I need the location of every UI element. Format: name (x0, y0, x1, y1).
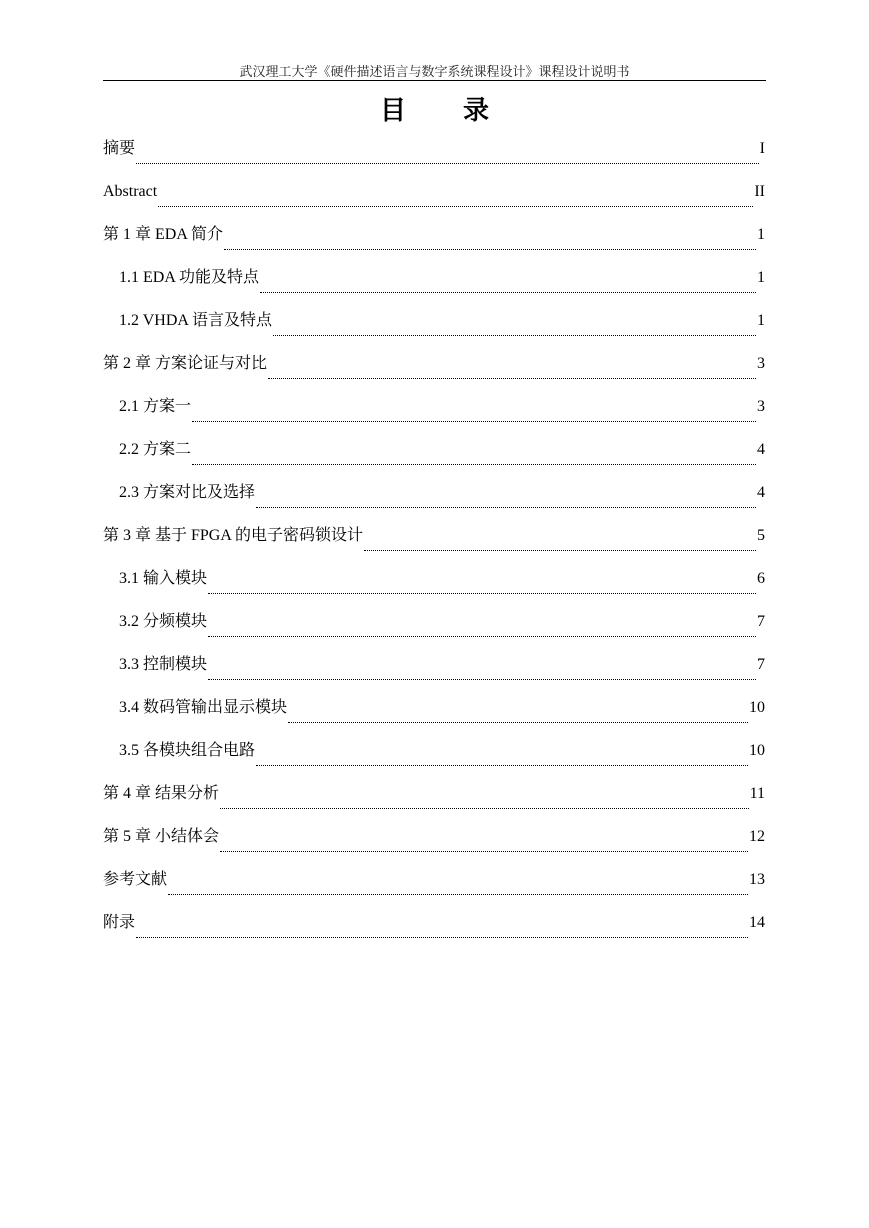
toc-entry-page-number: 4 (757, 484, 765, 501)
toc-entry[interactable] (103, 695, 765, 738)
toc-entry-label: 2.3 方案对比及选择 (119, 484, 256, 501)
dot-leader (256, 765, 748, 766)
toc-entry[interactable] (103, 308, 765, 351)
toc-entry[interactable] (103, 222, 765, 265)
toc-entry[interactable] (103, 394, 765, 437)
dot-leader (208, 593, 756, 594)
toc-entry-label: 第 5 章 小结体会 (103, 828, 220, 845)
toc-entry[interactable] (103, 566, 765, 609)
toc-entry-page-number: II (754, 183, 765, 200)
toc-entry-page-number: 1 (757, 226, 765, 243)
page-title: 目 录 (379, 96, 514, 126)
toc-entry-label: 3.4 数码管输出显示模块 (119, 699, 288, 716)
dot-leader (192, 464, 756, 465)
toc-entry[interactable] (103, 652, 765, 695)
dot-leader (260, 292, 756, 293)
running-header: 武汉理工大学《硬件描述语言与数字系统课程设计》课程设计说明书 (239, 64, 630, 79)
toc-entry[interactable] (103, 523, 765, 566)
dot-leader (268, 378, 756, 379)
toc-entry-label: Abstract (103, 183, 158, 200)
toc-entry-label: 第 1 章 EDA 简介 (103, 226, 224, 243)
toc-entry[interactable] (103, 910, 765, 953)
dot-leader (136, 163, 759, 164)
toc-entry-page-number: 4 (757, 441, 765, 458)
toc-entry-label: 附录 (103, 914, 136, 931)
toc-entry-page-number: 13 (749, 871, 765, 888)
header-rule (103, 80, 766, 81)
toc-entry-page-number: 12 (749, 828, 765, 845)
toc-entry-label: 第 3 章 基于 FPGA 的电子密码锁设计 (103, 527, 364, 544)
toc-entry[interactable] (103, 480, 765, 523)
toc-entry-page-number: 10 (749, 699, 765, 716)
toc-entry-label: 1.1 EDA 功能及特点 (119, 269, 260, 286)
toc-entry-label: 参考文献 (103, 871, 168, 888)
table-of-contents (103, 136, 765, 953)
toc-entry-label: 3.2 分频模块 (119, 613, 208, 630)
toc-entry-page-number: 10 (749, 742, 765, 759)
dot-leader (288, 722, 748, 723)
dot-leader (256, 507, 756, 508)
dot-leader (168, 894, 748, 895)
toc-entry-label: 2.1 方案一 (119, 398, 192, 415)
toc-entry[interactable] (103, 609, 765, 652)
dot-leader (224, 249, 756, 250)
dot-leader (192, 421, 756, 422)
dot-leader (208, 636, 756, 637)
toc-entry-page-number: 7 (757, 613, 765, 630)
toc-entry[interactable] (103, 738, 765, 781)
dot-leader (208, 679, 756, 680)
toc-entry-label: 第 4 章 结果分析 (103, 785, 220, 802)
dot-leader (220, 851, 748, 852)
toc-entry[interactable] (103, 179, 765, 222)
toc-entry-label: 摘要 (103, 140, 136, 157)
toc-entry-page-number: 6 (757, 570, 765, 587)
toc-entry[interactable] (103, 351, 765, 394)
toc-entry-label: 1.2 VHDA 语言及特点 (119, 312, 273, 329)
toc-entry[interactable] (103, 437, 765, 480)
toc-entry-page-number: 14 (749, 914, 765, 931)
dot-leader (136, 937, 748, 938)
toc-entry[interactable] (103, 136, 765, 179)
toc-entry-page-number: 1 (757, 269, 765, 286)
toc-entry-label: 第 2 章 方案论证与对比 (103, 355, 268, 372)
toc-entry-page-number: 3 (757, 398, 765, 415)
toc-entry[interactable] (103, 824, 765, 867)
toc-entry[interactable] (103, 867, 765, 910)
toc-entry-page-number: I (759, 140, 765, 157)
toc-entry-label: 3.5 各模块组合电路 (119, 742, 256, 759)
toc-entry[interactable] (103, 781, 765, 824)
dot-leader (158, 206, 753, 207)
toc-entry-page-number: 11 (749, 785, 765, 802)
toc-entry-label: 3.3 控制模块 (119, 656, 208, 673)
toc-entry-page-number: 1 (757, 312, 765, 329)
toc-entry-page-number: 7 (757, 656, 765, 673)
dot-leader (364, 550, 756, 551)
dot-leader (220, 808, 749, 809)
toc-entry-label: 2.2 方案二 (119, 441, 192, 458)
toc-entry-page-number: 5 (757, 527, 765, 544)
dot-leader (273, 335, 756, 336)
toc-entry[interactable] (103, 265, 765, 308)
toc-entry-page-number: 3 (757, 355, 765, 372)
toc-entry-label: 3.1 输入模块 (119, 570, 208, 587)
